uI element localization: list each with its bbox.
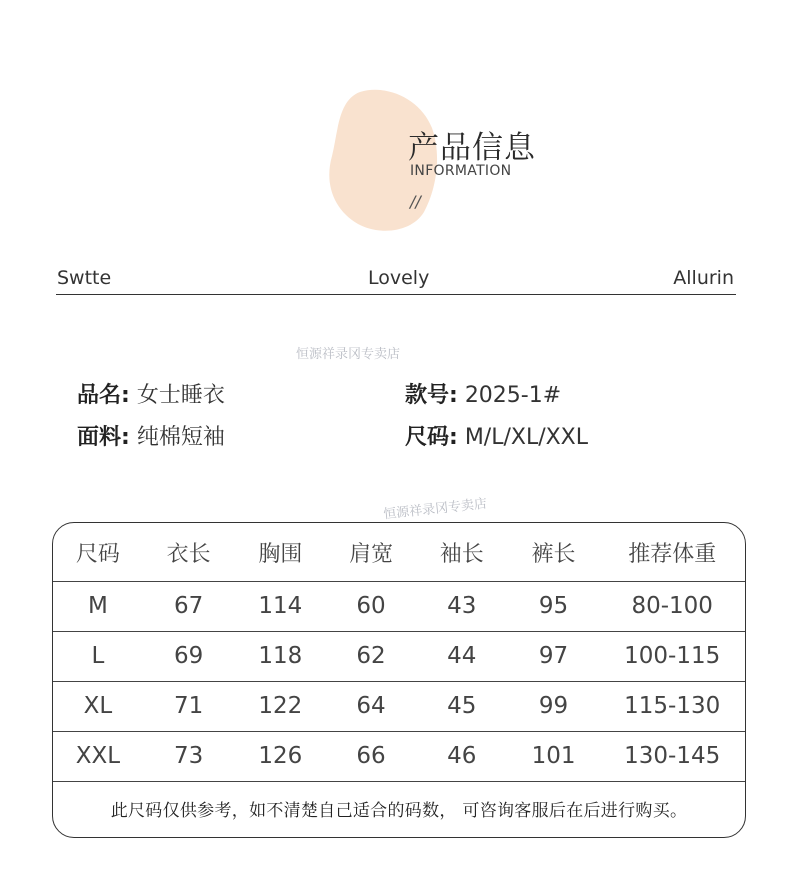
product-style-value: 2025-1# <box>464 383 562 408</box>
product-fabric-label: 面料: <box>77 425 130 450</box>
table-cell: 73 <box>173 743 204 769</box>
product-fabric <box>77 420 225 451</box>
table-cell: 64 <box>356 693 386 719</box>
table-row <box>53 731 745 781</box>
product-size-value: M/L/XL/XXL <box>464 425 589 450</box>
watermark-text: 恒源祥录冈专卖店 <box>296 347 401 362</box>
table-row <box>53 581 745 631</box>
table-cell: 66 <box>356 743 386 769</box>
table-cell: L <box>91 643 105 669</box>
table-cell: 115-130 <box>624 693 721 719</box>
table-cell: 44 <box>447 643 477 669</box>
table-cell: 99 <box>538 693 569 719</box>
table-cell: 60 <box>356 593 386 619</box>
table-cell: 126 <box>258 743 303 769</box>
size-table-note: 此尺码仅供参考，如不清楚自己适合的码数， 可咨询客服后在后进行购买。 <box>110 801 688 821</box>
tagline-divider <box>56 294 736 295</box>
header-cell-size: 尺码 <box>75 541 120 567</box>
product-name <box>77 378 225 409</box>
table-cell: 122 <box>258 693 303 719</box>
table-cell: 118 <box>258 643 303 669</box>
table-cell: 67 <box>173 593 204 619</box>
table-cell: 62 <box>356 643 386 669</box>
section-title: 产品信息 <box>408 130 536 166</box>
product-style-label: 款号: <box>405 383 458 408</box>
table-cell: 100-115 <box>624 643 721 669</box>
tagline-right: Allurin <box>673 267 734 289</box>
table-cell: 114 <box>258 593 303 619</box>
table-divider <box>53 781 745 782</box>
header-cell-length: 衣长 <box>166 541 211 567</box>
table-row <box>53 681 745 731</box>
table-cell: XL <box>83 693 113 719</box>
product-size <box>405 420 588 451</box>
table-cell: 95 <box>538 593 569 619</box>
product-name-label: 品名: <box>77 383 130 408</box>
table-cell: 43 <box>447 593 477 619</box>
table-cell: XXL <box>75 743 121 769</box>
table-cell: 46 <box>447 743 477 769</box>
product-size-label: 尺码: <box>405 425 458 450</box>
watermark-text: 恒源祥录冈专卖店 <box>382 496 488 523</box>
product-fabric-value: 纯棉短袖 <box>136 425 225 450</box>
header-cell-chest: 胸围 <box>258 541 303 567</box>
table-cell: 97 <box>538 643 569 669</box>
header-cell-weight: 推荐体重 <box>628 541 717 567</box>
product-style <box>405 378 561 409</box>
table-cell: 101 <box>531 743 576 769</box>
table-cell: 69 <box>173 643 204 669</box>
tagline-left: Swtte <box>57 267 112 289</box>
size-table-header-row <box>53 523 745 581</box>
tagline-middle: Lovely <box>368 267 430 289</box>
size-table <box>52 522 746 838</box>
table-cell: 130-145 <box>624 743 721 769</box>
table-cell: 80-100 <box>631 593 713 619</box>
table-cell: M <box>87 593 108 619</box>
table-row <box>53 631 745 681</box>
header-cell-pants: 裤长 <box>531 541 576 567</box>
section-subtitle: INFORMATION <box>410 163 512 179</box>
table-cell: 71 <box>173 693 204 719</box>
product-name-value: 女士睡衣 <box>136 383 225 408</box>
table-cell: 45 <box>447 693 477 719</box>
header-cell-shoulder: 肩宽 <box>349 541 394 567</box>
header-cell-sleeve: 袖长 <box>439 541 484 567</box>
slash-decoration: // <box>410 192 421 211</box>
